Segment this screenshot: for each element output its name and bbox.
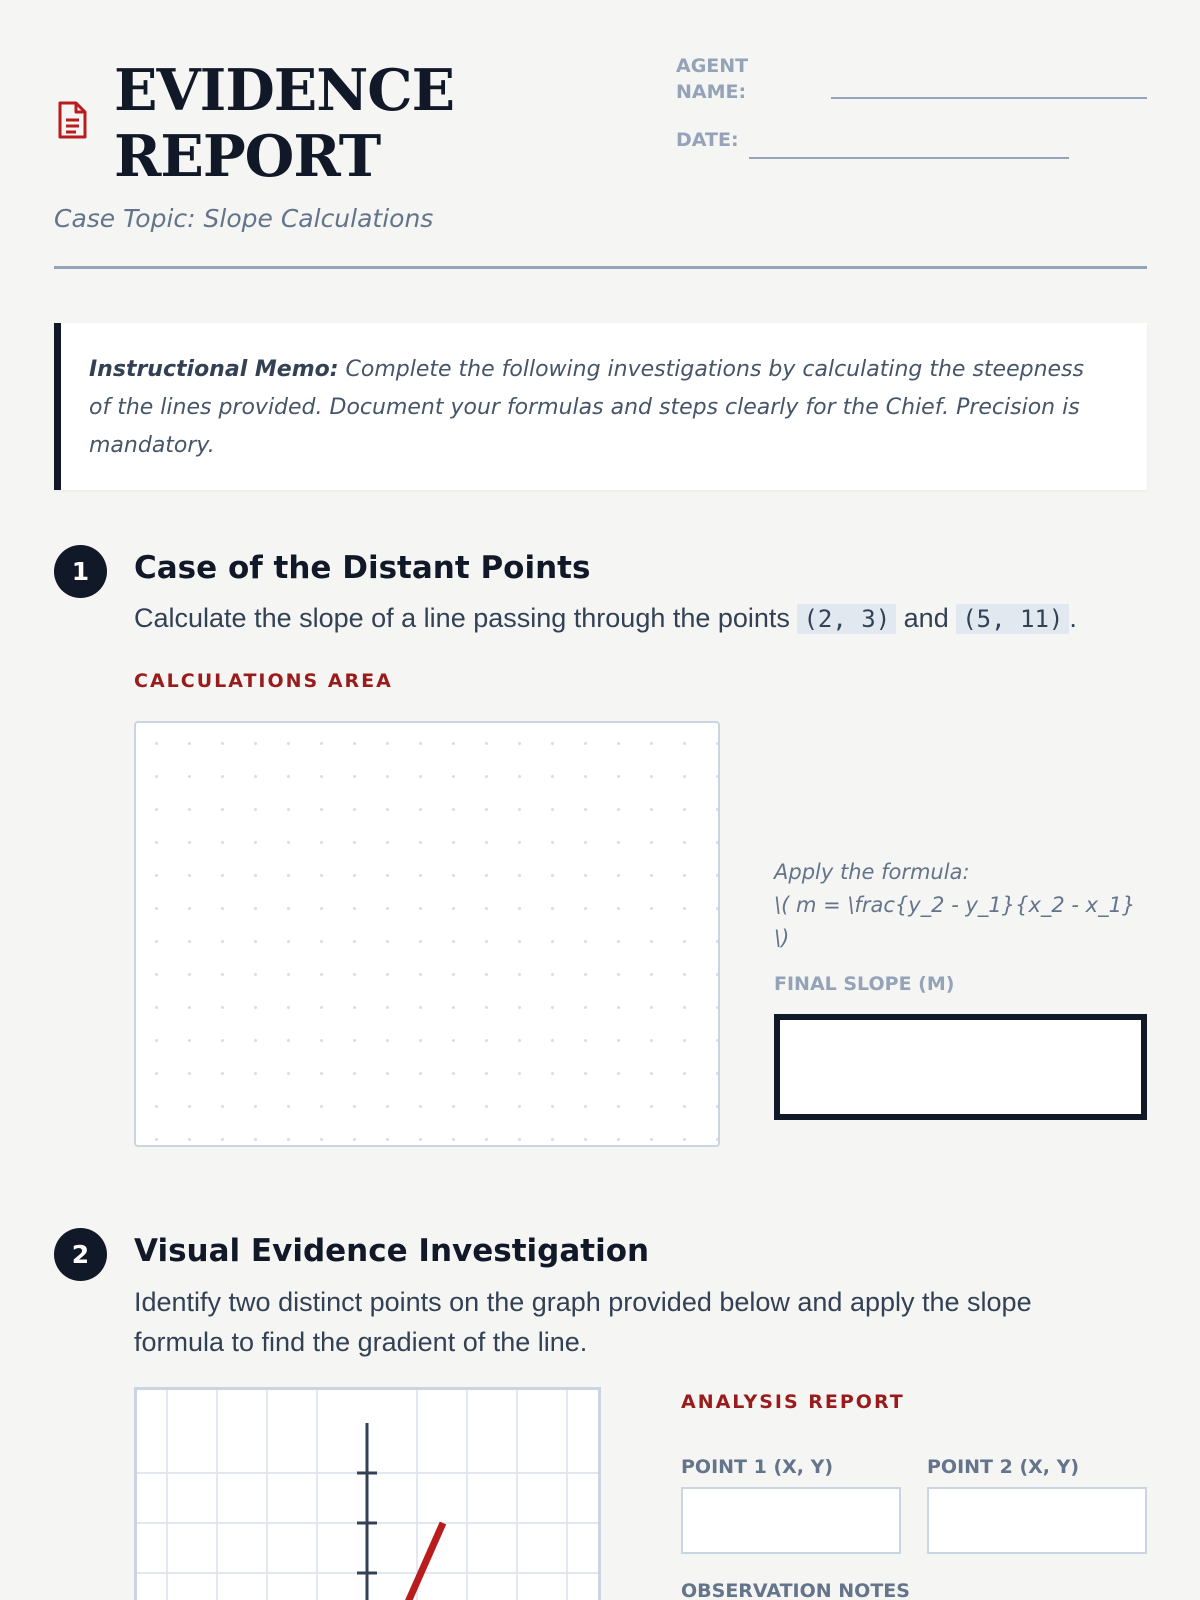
agent-name-label: AGENT NAME: [676, 55, 749, 103]
point-2-label: POINT 2 (X, Y) [927, 1456, 1080, 1478]
final-slope-input[interactable] [780, 1020, 1141, 1114]
case-topic: Case Topic: Slope Calculations [54, 204, 434, 233]
section-1-description [134, 598, 1077, 639]
evidence-graph [134, 1387, 601, 1600]
observation-notes-label: OBSERVATION NOTES [681, 1580, 910, 1600]
analysis-report-label: ANALYSIS REPORT [681, 1391, 905, 1413]
point-a-code: (2, 3) [797, 604, 896, 634]
point-2-input[interactable] [929, 1489, 1145, 1552]
point-1-label: POINT 1 (X, Y) [681, 1456, 834, 1478]
document-icon [54, 100, 90, 140]
date-field[interactable] [749, 157, 1069, 159]
point-1-input[interactable] [683, 1489, 899, 1552]
point-1-field[interactable] [681, 1487, 901, 1554]
section-1-title: Case of the Distant Points [134, 550, 591, 586]
section-2-title: Visual Evidence Investigation [134, 1233, 650, 1269]
date-label: DATE: [676, 129, 739, 151]
desc-text-1: Calculate the slope of a line passing through the points [134, 603, 798, 633]
section-2-number: 2 [54, 1228, 107, 1281]
evidence-line [397, 1523, 443, 1600]
section-1-number: 1 [54, 545, 107, 598]
section-2-description: Identify two distinct points on the graph provided below and apply the slope formula to find the gradient of the line. [134, 1287, 1032, 1357]
title-line-1: EVIDENCE [114, 57, 455, 124]
final-slope-box[interactable] [774, 1014, 1147, 1120]
memo-lead: Instructional Memo: [89, 357, 339, 382]
final-slope-label: FINAL SLOPE (M) [774, 973, 955, 995]
formula-text: \( m = \frac{y_2 - y_1}{x_2 - x_1} \) [774, 893, 1136, 950]
point-b-code: (5, 11) [956, 604, 1069, 634]
desc-text-3: . [1069, 603, 1077, 633]
instructional-memo [54, 323, 1147, 490]
page-title [114, 58, 454, 190]
point-2-field[interactable] [927, 1487, 1147, 1554]
title-line-2: REPORT [114, 123, 381, 190]
formula-intro: Apply the formula: [774, 860, 970, 884]
desc-text-2: and [896, 603, 957, 633]
calculations-area[interactable] [134, 721, 720, 1147]
memo-text: Complete the following investigations by calculating the steepness of the lines provided. Document your formulas and steps clearly for the Chief. Precision is mandatory. [89, 357, 1084, 458]
header-divider [54, 266, 1147, 269]
evidence-report-page [54, 0, 1147, 1600]
agent-name-field[interactable] [831, 97, 1147, 99]
formula-hint [774, 856, 1147, 955]
graph-svg [134, 1387, 601, 1600]
calculations-area-label: CALCULATIONS AREA [134, 670, 393, 692]
